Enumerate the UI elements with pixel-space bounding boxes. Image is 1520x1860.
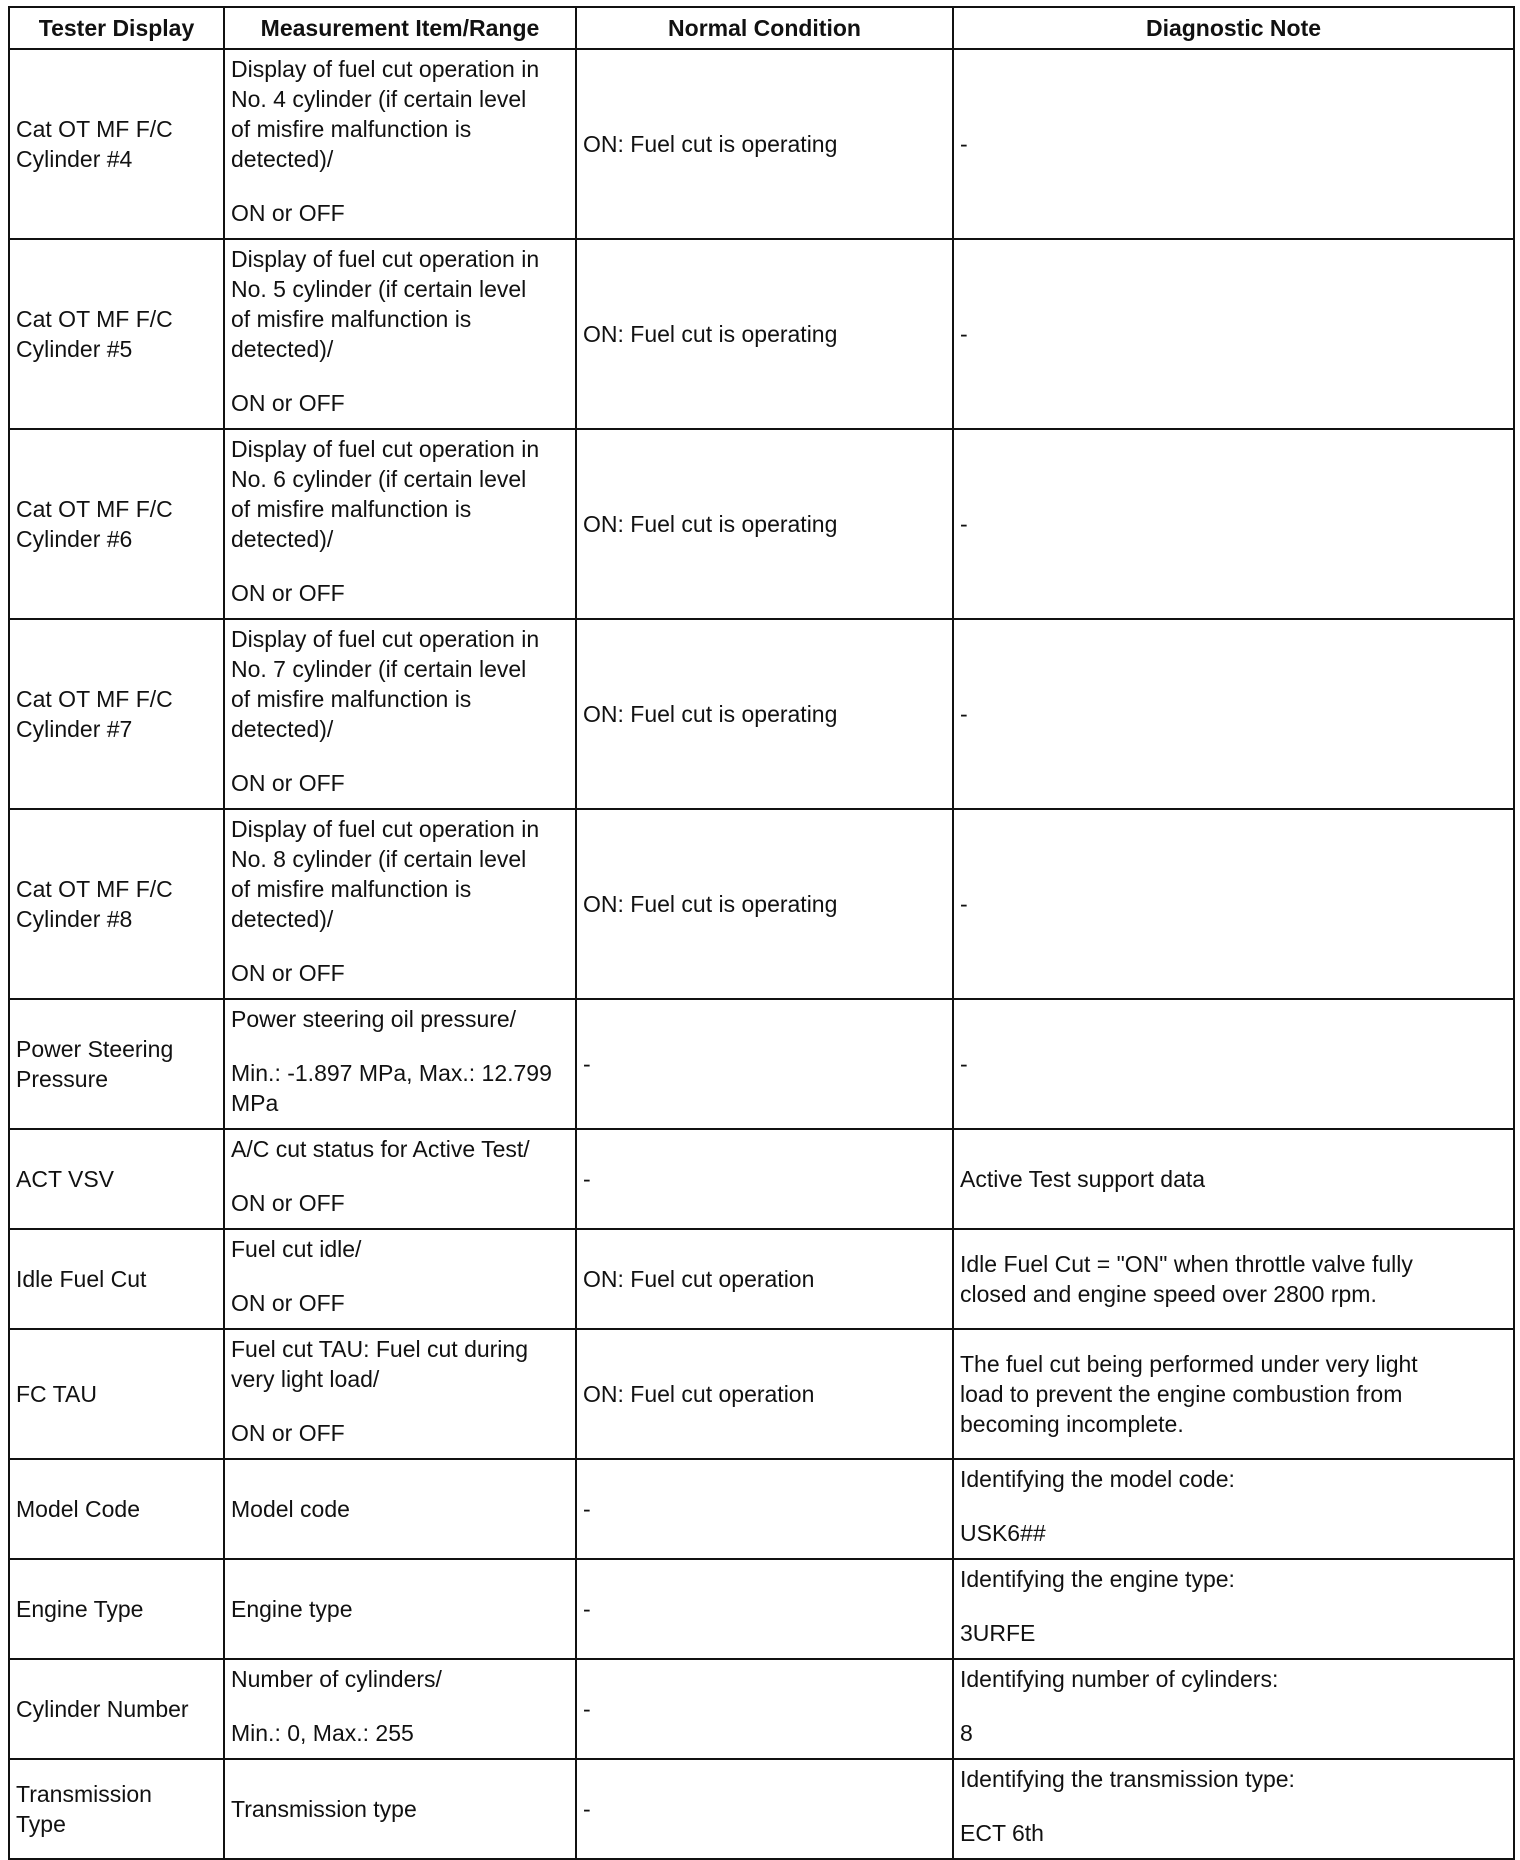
table-row	[9, 1459, 1514, 1559]
diagnostic-note-cell: -	[953, 429, 1514, 619]
measurement-cell: Display of fuel cut operation in No. 7 cylinder (if certain level of misfire malfunction is detected)/ ON or OFF	[224, 619, 576, 809]
measurement-cell: Model code	[224, 1459, 576, 1559]
diagnostic-note-cell: -	[953, 619, 1514, 809]
measurement-cell: Number of cylinders/ Min.: 0, Max.: 255	[224, 1659, 576, 1759]
data-table-wrapper	[8, 6, 1513, 1860]
normal-condition-cell: ON: Fuel cut operation	[576, 1229, 953, 1329]
header-normal-condition: Normal Condition	[576, 7, 953, 49]
normal-condition-cell: -	[576, 1559, 953, 1659]
table-row	[9, 1229, 1514, 1329]
diagnostic-note-cell: Idle Fuel Cut = "ON" when throttle valve fully closed and engine speed over 2800 rpm.	[953, 1229, 1514, 1329]
normal-condition-cell: ON: Fuel cut is operating	[576, 619, 953, 809]
table-row	[9, 239, 1514, 429]
normal-condition-cell: ON: Fuel cut operation	[576, 1329, 953, 1459]
measurement-cell: Fuel cut TAU: Fuel cut during very light load/ ON or OFF	[224, 1329, 576, 1459]
tester-display-cell: Idle Fuel Cut	[9, 1229, 224, 1329]
measurement-cell: A/C cut status for Active Test/ ON or OFF	[224, 1129, 576, 1229]
normal-condition-cell: ON: Fuel cut is operating	[576, 809, 953, 999]
table-row	[9, 999, 1514, 1129]
tester-display-cell: Cat OT MF F/C Cylinder #4	[9, 49, 224, 239]
diagnostic-note-cell: Identifying the engine type: 3URFE	[953, 1559, 1514, 1659]
tester-display-cell: Cat OT MF F/C Cylinder #8	[9, 809, 224, 999]
table-row	[9, 619, 1514, 809]
tester-display-cell: Model Code	[9, 1459, 224, 1559]
diagnostic-note-cell: -	[953, 999, 1514, 1129]
header-measurement-item: Measurement Item/Range	[224, 7, 576, 49]
diagnostic-note-cell: Identifying the model code: USK6##	[953, 1459, 1514, 1559]
measurement-cell: Display of fuel cut operation in No. 6 cylinder (if certain level of misfire malfunction is detected)/ ON or OFF	[224, 429, 576, 619]
table-row	[9, 1659, 1514, 1759]
diagnostic-note-cell: -	[953, 809, 1514, 999]
normal-condition-cell: ON: Fuel cut is operating	[576, 239, 953, 429]
measurement-cell: Fuel cut idle/ ON or OFF	[224, 1229, 576, 1329]
normal-condition-cell: -	[576, 1459, 953, 1559]
tester-display-cell: Cylinder Number	[9, 1659, 224, 1759]
diagnostic-note-cell: -	[953, 49, 1514, 239]
data-list-table	[8, 6, 1515, 1860]
header-diagnostic-note: Diagnostic Note	[953, 7, 1514, 49]
normal-condition-cell: -	[576, 1129, 953, 1229]
measurement-cell: Display of fuel cut operation in No. 8 cylinder (if certain level of misfire malfunction is detected)/ ON or OFF	[224, 809, 576, 999]
tester-display-cell: Transmission Type	[9, 1759, 224, 1859]
table-row	[9, 809, 1514, 999]
tester-display-cell: Cat OT MF F/C Cylinder #6	[9, 429, 224, 619]
normal-condition-cell: -	[576, 1759, 953, 1859]
tester-display-cell: Engine Type	[9, 1559, 224, 1659]
tester-display-cell: ACT VSV	[9, 1129, 224, 1229]
table-row	[9, 1329, 1514, 1459]
normal-condition-cell: ON: Fuel cut is operating	[576, 49, 953, 239]
diagnostic-note-cell: Identifying number of cylinders: 8	[953, 1659, 1514, 1759]
tester-display-cell: Cat OT MF F/C Cylinder #5	[9, 239, 224, 429]
table-row	[9, 49, 1514, 239]
tester-display-cell: Cat OT MF F/C Cylinder #7	[9, 619, 224, 809]
measurement-cell: Transmission type	[224, 1759, 576, 1859]
measurement-cell: Engine type	[224, 1559, 576, 1659]
table-row	[9, 1559, 1514, 1659]
measurement-cell: Display of fuel cut operation in No. 5 cylinder (if certain level of misfire malfunction is detected)/ ON or OFF	[224, 239, 576, 429]
diagnostic-note-cell: Identifying the transmission type: ECT 6th	[953, 1759, 1514, 1859]
measurement-cell: Display of fuel cut operation in No. 4 cylinder (if certain level of misfire malfunction is detected)/ ON or OFF	[224, 49, 576, 239]
tester-display-cell: FC TAU	[9, 1329, 224, 1459]
table-row	[9, 1129, 1514, 1229]
normal-condition-cell: ON: Fuel cut is operating	[576, 429, 953, 619]
normal-condition-cell: -	[576, 1659, 953, 1759]
diagnostic-note-cell: -	[953, 239, 1514, 429]
tester-display-cell: Power Steering Pressure	[9, 999, 224, 1129]
header-tester-display: Tester Display	[9, 7, 224, 49]
header-row	[9, 7, 1514, 49]
table-row	[9, 1759, 1514, 1859]
normal-condition-cell: -	[576, 999, 953, 1129]
diagnostic-note-cell: Active Test support data	[953, 1129, 1514, 1229]
measurement-cell: Power steering oil pressure/ Min.: -1.897 MPa, Max.: 12.799 MPa	[224, 999, 576, 1129]
diagnostic-note-cell: The fuel cut being performed under very light load to prevent the engine combustion from becoming incomplete.	[953, 1329, 1514, 1459]
table-row	[9, 429, 1514, 619]
